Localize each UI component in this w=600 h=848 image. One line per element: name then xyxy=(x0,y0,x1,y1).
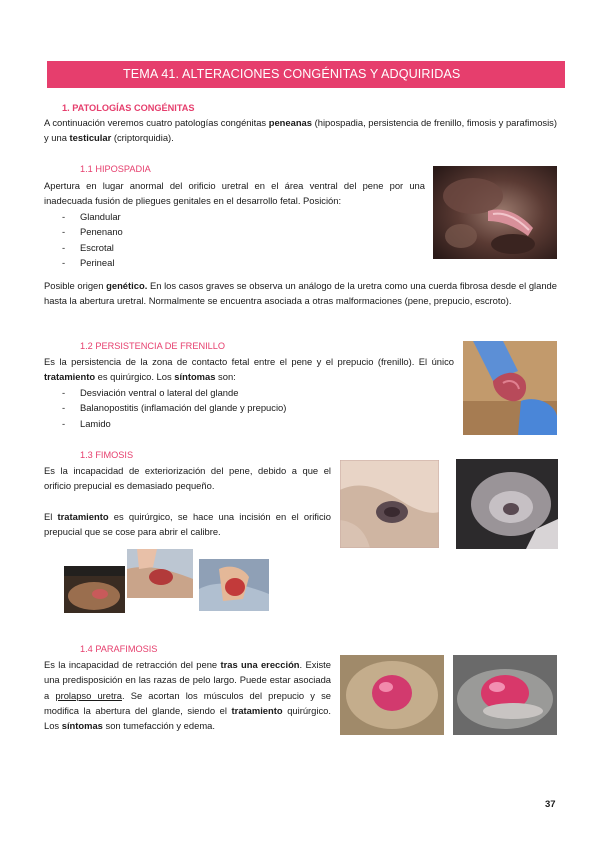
list-item: - Glandular xyxy=(62,209,123,224)
fimosis-photo-2 xyxy=(456,459,558,549)
list-item: - Penenano xyxy=(62,224,123,239)
page-title: TEMA 41. ALTERACIONES CONGÉNITAS Y ADQUIRIDAS xyxy=(47,61,565,88)
heading-fimosis: 1.3 FIMOSIS xyxy=(80,450,134,460)
parafimosis-photo-1 xyxy=(340,655,444,735)
heading-parafimosis: 1.4 PARAFIMOSIS xyxy=(80,644,158,654)
list-item: - Balanopostitis (inflamación del glande y prepucio) xyxy=(62,400,286,415)
frenillo-photo xyxy=(463,341,557,435)
section-heading-patologias: 1. PATOLOGÍAS CONGÉNITAS xyxy=(62,103,195,113)
list-item: - Lamido xyxy=(62,416,286,431)
fimosis-surgery-photo-1 xyxy=(64,566,125,613)
parafimosis-paragraph: Es la incapacidad de retracción del pene tras una erección. Existe una predisposición en las razas de pelo largo. Puede estar asociada a prolapso uretra. Se acortan los músculos del prepucio y se modifica la abertura del glande, siendo el tratamiento quirúrgico. Los síntomas son tumefacción y edema. xyxy=(44,659,331,732)
hipospadia-origin-paragraph: Posible origen genético. En los casos graves se observa un análogo de la uretra como una cuerda fibrosa desde el glande hasta la abertura uretral. Normalmente se encuentra asociada a otras malformaciones (pene, prepucio, escroto). xyxy=(44,280,557,307)
hipospadia-position-list xyxy=(62,209,123,270)
list-item: - Desviación ventral o lateral del glande xyxy=(62,385,286,400)
fimosis-treatment: El tratamiento es quirúrgico, se hace una incisión en el orificio prepucial que se cose para abrir el calibre. xyxy=(44,511,331,538)
frenillo-paragraph: Es la persistencia de la zona de contacto fetal entre el pene y el prepucio (frenillo). El único tratamiento es quirúrgico. Los síntomas son: xyxy=(44,356,454,383)
fimosis-surgery-photo-3 xyxy=(199,559,269,611)
page-number: 37 xyxy=(545,799,556,810)
fimosis-surgery-photo-2 xyxy=(127,549,193,598)
hipospadia-photo xyxy=(433,166,557,259)
frenillo-symptom-list xyxy=(62,385,286,431)
parafimosis-photo-2 xyxy=(453,655,557,735)
intro-paragraph: A continuación veremos cuatro patologías congénitas peneanas (hipospadia, persistencia de frenillo, fimosis y parafimosis) y una testicular (criptorquidia). xyxy=(44,117,557,144)
fimosis-definition: Es la incapacidad de exteriorización del pene, debido a que el orificio prepucial es demasiado pequeño. xyxy=(44,465,331,492)
fimosis-photo-1 xyxy=(340,460,439,548)
hipospadia-definition: Apertura en lugar anormal del orificio uretral en el área ventral del pene por una inadecuada fusión de pliegues genitales en el desarrollo fetal. Posición: xyxy=(44,180,425,207)
list-item: - Escrotal xyxy=(62,240,123,255)
heading-frenillo: 1.2 PERSISTENCIA DE FRENILLO xyxy=(80,341,226,351)
list-item: - Perineal xyxy=(62,255,123,270)
heading-hipospadia: 1.1 HIPOSPADIA xyxy=(80,164,151,174)
